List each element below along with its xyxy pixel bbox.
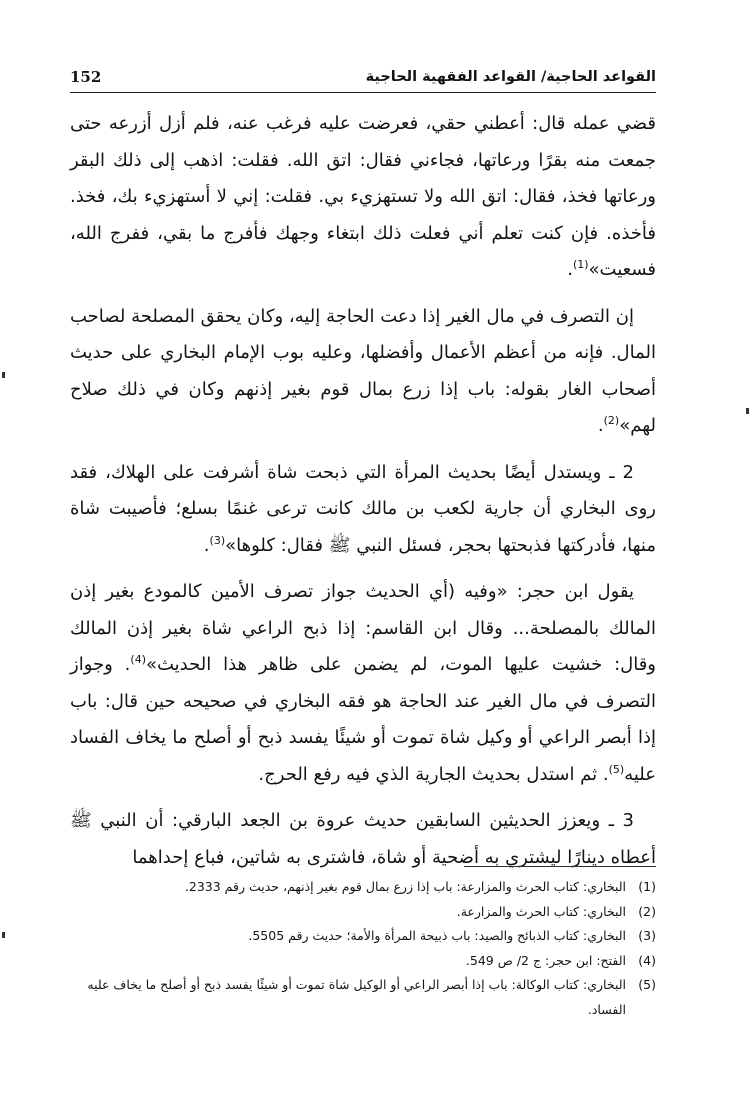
- footnote: [70, 924, 656, 949]
- footnote-number: (4): [638, 952, 656, 968]
- running-title: القواعد الحاجية/ القواعد الفقهية الحاجية: [365, 69, 656, 85]
- paragraph: 3 ـ ويعزز الحديثين السابقين حديث عروة بن الجعد البارقي: أن النبي ﷺ أعطاه دينارًا ليشتري به أضحية أو شاة، فاشترى به شاتين، فباع إحداهما: [70, 810, 656, 868]
- scan-edge-mark: [2, 932, 5, 938]
- paragraph: يقول ابن حجر: «وفيه (أي الحديث جواز تصرف الأمين كالمودع بغير إذن المالك بالمصلحة... وقال ابن القاسم: إذا ذبح الراعي شاة بغير إذن المالك وقال: خشيت عليها الموت، لم يضمن على ظاهر هذا الحديث»$^{(4)}$. وجواز التصرف في مال الغير عند الحاجة هو فقه البخاري في صحيحه حين قال: باب إذا أبصر الراعي أو وكيل شاة تموت أو شيئًا يفسد ذبح أو أصلح ما يخاف الفساد عليه$^{(5)}$. ثم استدل بحديث الجارية الذي فيه رفع الحرج.: [70, 581, 656, 785]
- footnote-number: (5): [638, 977, 656, 992]
- page-number: 152: [70, 68, 102, 86]
- footnote-divider: [464, 866, 656, 867]
- footnote-ref: (3): [209, 533, 226, 547]
- footnote-number: (3): [638, 928, 656, 943]
- footnote: [70, 875, 656, 900]
- footnote-text: البخاري: كتاب الوكالة: باب إذا أبصر الراعي أو الوكيل شاة تموت أو شيئًا يفسد ذبح أو أصلح ما يخاف عليه الفساد.: [87, 977, 626, 1017]
- footnotes: [70, 875, 656, 1022]
- footnote-text: الفتح: ابن حجر: ج 2/ ص 549.: [465, 952, 626, 968]
- footnote-ref: (4): [130, 653, 146, 666]
- footnote-number: (1): [638, 879, 656, 894]
- footnote-text: البخاري: كتاب الحرث والمزارعة: باب إذا زرع بمال قوم بغير إذنهم، حديث رقم 2333.: [184, 879, 626, 894]
- page-header: [70, 62, 656, 93]
- footnote-ref: (5): [608, 762, 625, 776]
- paragraph: إن التصرف في مال الغير إذا دعت الحاجة إليه، وكان يحقق المصلحة لصاحب المال. فإنه من أعظم الأعمال وأفضلها، وعليه بوب الإمام البخاري على حديث أصحاب الغار بقوله: باب إذا زرع بمال قوم بغير إذنهم وكان في ذلك صلاح لهم»$^{(2)}$.: [70, 305, 656, 436]
- footnote: [70, 949, 656, 974]
- footnote-text: البخاري: كتاب الذبائح والصيد: باب ذبيحة المرأة والأمة؛ حديث رقم 5505.: [248, 928, 626, 943]
- footnote-text: البخاري: كتاب الحرث والمزارعة.: [456, 903, 626, 919]
- body-text: [70, 106, 656, 886]
- footnote: [70, 900, 656, 925]
- scan-edge-mark: [2, 372, 5, 378]
- scan-edge-mark: [746, 408, 749, 414]
- footnote: [70, 973, 656, 1022]
- footnote-number: (2): [638, 903, 656, 919]
- footnote-ref: (1): [572, 258, 589, 271]
- paragraph: 2 ـ ويستدل أيضًا بحديث المرأة التي ذبحت شاة أشرفت على الهلاك، فقد روى البخاري أن جارية لكعب بن مالك كانت ترعى غنمًا بسلع؛ فأصيبت شاة منها، فأدركتها فذبحتها بحجر، فسئل النبي ﷺ فقال: كلوها»$^{(3)}$.: [70, 461, 656, 556]
- footnote-ref: (2): [603, 414, 620, 427]
- paragraph: قضي عمله قال: أعطني حقي، فعرضت عليه فرغب عنه، فلم أزل أزرعه حتى جمعت منه بقرًا ورعاتها، فجاءني فقال: اتق الله. فقلت: اذهب إلى ذلك البقر ورعاتها فخذ، فقال: اتق الله ولا تستهزيء بي. فقلت: إني لا أستهزيء بك، فخذ. فأخذه. فإن كنت تعلم أني فعلت ذلك ابتغاء وجهك فأفرج ما بقي، ففرج الله، فسعيت»$^{(1)}$.: [70, 113, 656, 280]
